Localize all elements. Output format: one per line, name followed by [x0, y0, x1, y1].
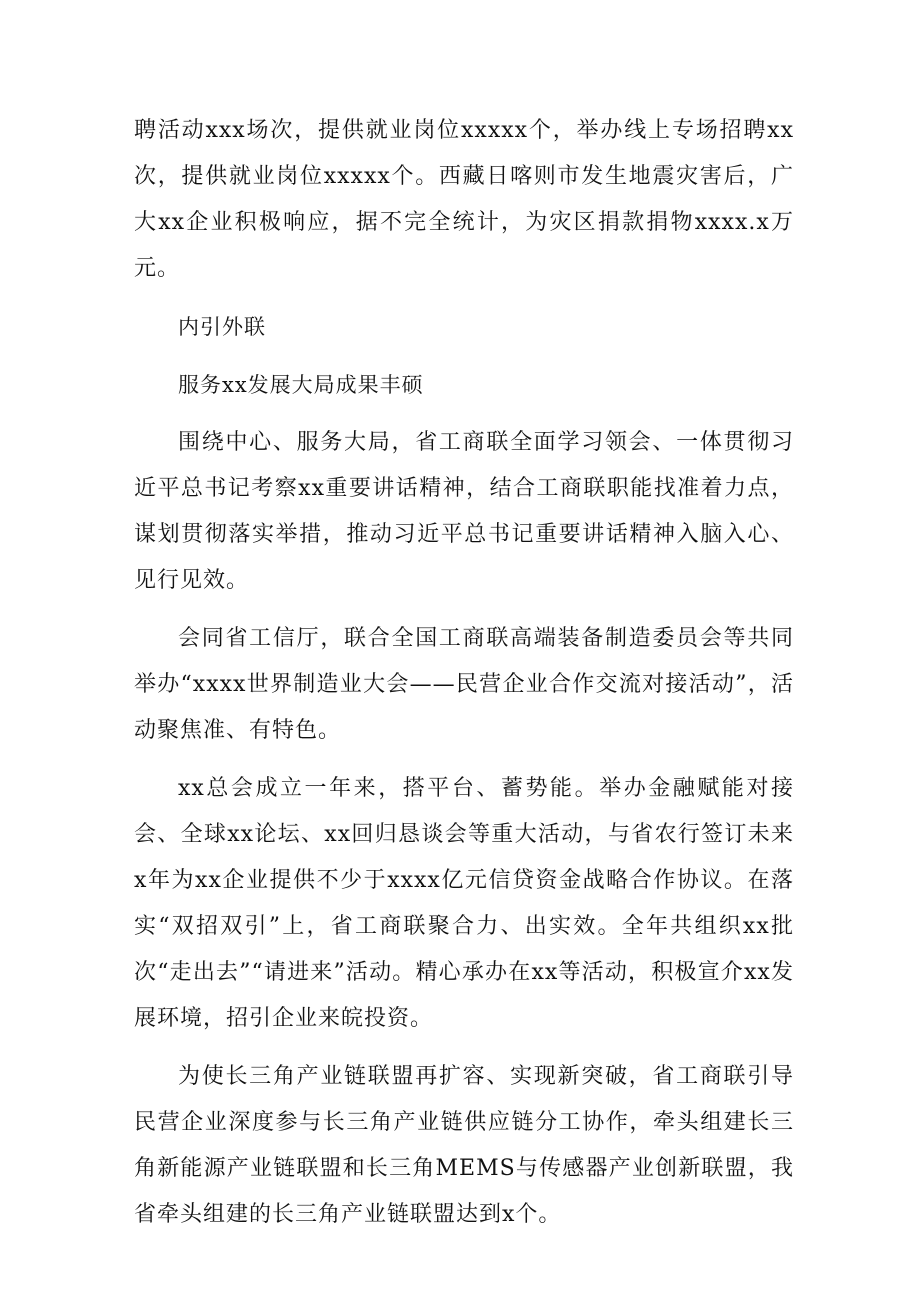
- paragraph-serve-overall: 围绕中心、服务大局，省工商联全面学习领会、一体贯彻习近平总书记考察xx重要讲话精神，结合工商联职能找准着力点，谋划贯彻落实举措，推动习近平总书记重要讲话精神入脑入心、见行见效。: [134, 430, 794, 593]
- paragraph-recruitment-stats: 聘活动xxx场次，提供就业岗位xxxxx个，举办线上专场招聘xx次，提供就业岗位xxxxx个。西藏日喀则市发生地震灾害后，广大xx企业积极响应，据不完全统计，为灾区捐款捐物xxxx.x万元。: [134, 118, 794, 281]
- section-subheading-development: 服务xx发展大局成果丰硕: [178, 373, 424, 397]
- section-heading-internal-external: 内引外联: [178, 315, 266, 339]
- paragraph-general-chamber: xx总会成立一年来，搭平台、蓄势能。举办金融赋能对接会、全球xx论坛、xx回归恳谈会等重大活动，与省农行签订未来x年为xx企业提供不少于xxxx亿元信贷资金战略合作协议。在落实“双招双引”上，省工商联聚合力、出实效。全年共组织xx批次“走出去”“请进来”活动。精心承办在xx等活动，积极宣介xx发展环境，招引企业来皖投资。: [134, 776, 794, 1031]
- paragraph-manufacturing-conference: 会同省工信厅，联合全国工商联高端装备制造委员会等共同举办“xxxx世界制造业大会——民营企业合作交流对接活动”，活动聚焦准、有特色。: [134, 626, 794, 743]
- document-body: [134, 108, 794, 1250]
- paragraph-yangtze-delta-alliance: 为使长三角产业链联盟再扩容、实现新突破，省工商联引导民营企业深度参与长三角产业链供应链分工协作，牵头组建长三角新能源产业链联盟和长三角MEMS与传感器产业创新联盟，我省牵头组建的长三角产业链联盟达到x个。: [134, 1064, 794, 1227]
